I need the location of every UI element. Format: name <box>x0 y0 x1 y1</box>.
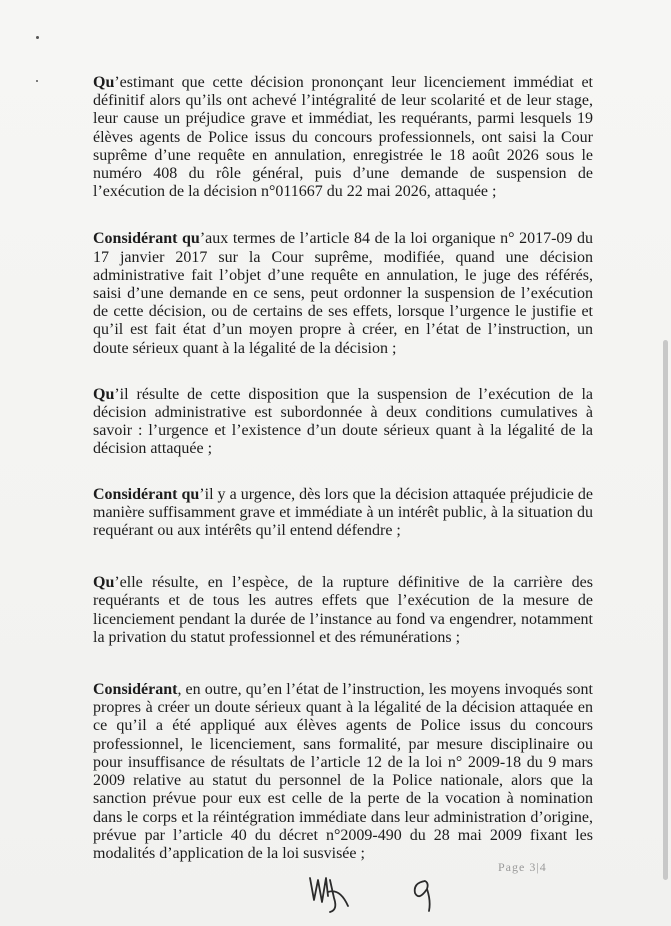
paragraph-5: Qu’elle résulte, en l’espèce, de la rupture définitive de la carrière des requérants et de tous les autres effets que l’exécution de la mesure de licenciement pendant la durée de l’instance au fond va engendrer, notamment la privation du statut professionnel et des rémunérations ; <box>93 574 593 646</box>
scan-speck <box>36 80 38 82</box>
paragraph-6: Considérant, en outre, qu’en l’état de l’instruction, les moyens invoqués sont propres à créer un doute sérieux quant à la légalité de la décision attaquée en ce qu’il a été appliqué aux élèves agents de Police issus du concours professionnel, le licenciement, sans formalité, par mesure disciplinaire ou pour insuffisance de résultats de l’article 12 de la loi n° 2009-18 du 9 mars 2009 relative au statut du personnel de la Police nationale, alors que la sanction prévue pour eux est celle de la perte de la vocation à nomination dans le corps et la réintégration immédiate dans leur administration d’origine, prévue par l’article 40 du décret n°2009-490 du 28 mai 2009 fixant les modalités d’application de la loi susvisée ; <box>93 681 593 862</box>
document-body <box>93 74 593 863</box>
scan-speck <box>36 36 39 39</box>
paragraph-3: Qu’il résulte de cette disposition que la suspension de l’exécution de la décision administrative est subordonnée à deux conditions cumulatives à savoir : l’urgence et l’existence d’un doute sérieux quant à la légalité de la décision attaquée ; <box>93 385 593 458</box>
signature-initials-icon <box>300 866 360 916</box>
scrollbar-thumb[interactable] <box>663 340 668 880</box>
signature-mark-icon <box>405 875 445 915</box>
paragraph-4: Considérant qu’il y a urgence, dès lors que la décision attaquée préjudicie de manière suffisamment grave et immédiate à un intérêt public, à la situation du requérant ou aux intérêts qu’il entend défendre ; <box>93 485 594 540</box>
paragraph-1: Qu’estimant que cette décision prononçant leur licenciement immédiat et définitif alors qu’ils ont achevé l’intégralité de leur scolarité et de leur stage, leur cause un préjudice grave et immédiat, les requérants, parmi lesquels 19 élèves agents de Police issus du concours professionnels, ont saisi la Cour suprême d’une requête en annulation, enregistrée le 18 août 2026 sous le numéro 408 du rôle général, puis d’une demande de suspension de l’exécution de la décision n°011667 du 22 mai 2026, attaquée ; <box>93 74 593 201</box>
paragraph-2: Considérant qu’aux termes de l’article 84 de la loi organique n° 2017-09 du 17 janvier 2017 sur la Cour suprême, modifiée, quand une décision administrative fait l’objet d’une requête en annulation, le juge des référés, saisi d’une demande en ce sens, peut ordonner la suspension de l’exécution de cette décision, ou de certains de ses effets, lorsque l’urgence le justifie et qu’il est fait état d’un moyen propre à créer, en l’état de l’instruction, un doute sérieux quant à la légalité de la décision ; <box>93 230 594 357</box>
page-number: Page 3|4 <box>498 860 547 874</box>
